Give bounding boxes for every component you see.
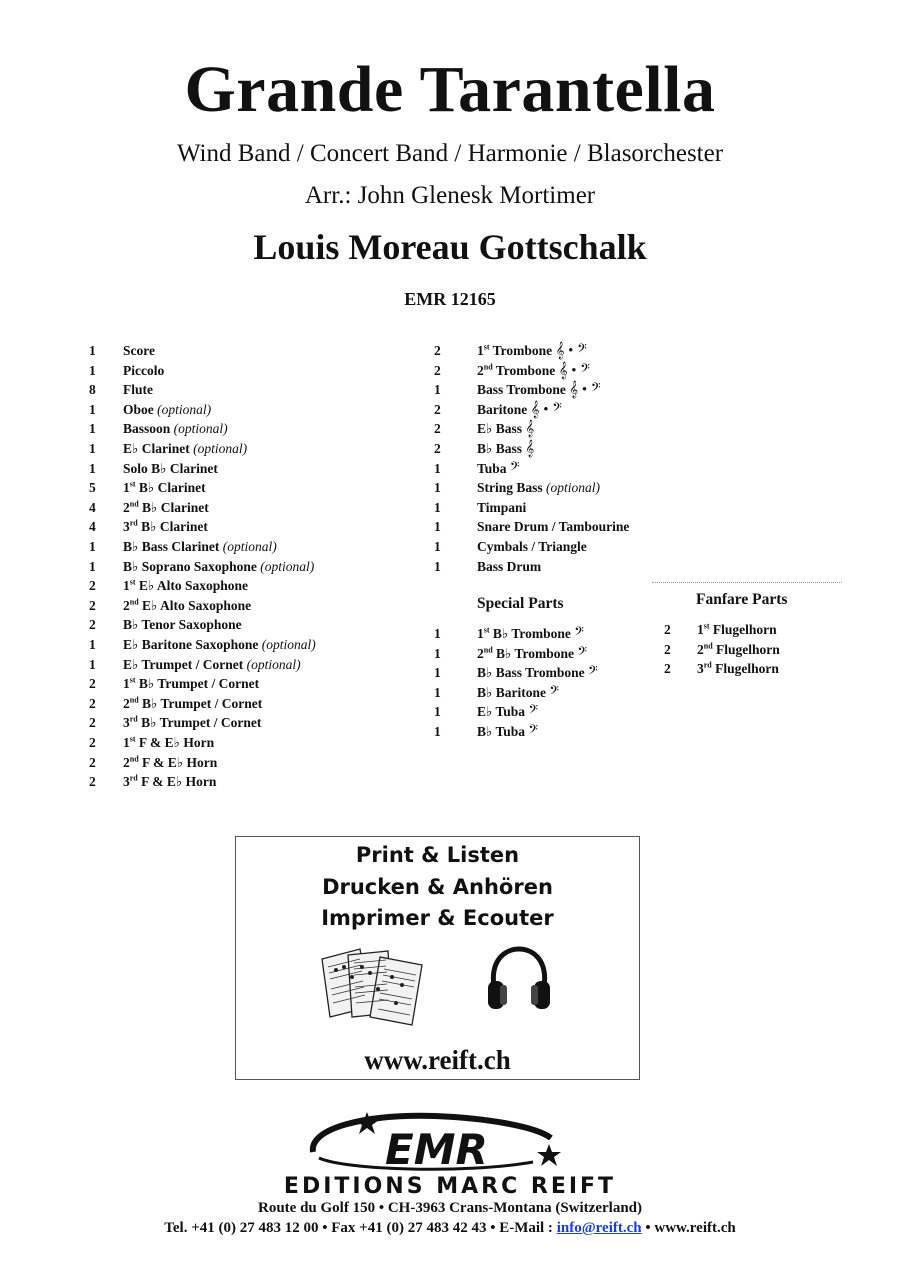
part-name <box>477 419 534 439</box>
part-label: Solo B♭ Clarinet <box>123 460 218 476</box>
part-label: E♭ Tuba <box>477 704 526 720</box>
part-ordinal: 2 <box>477 362 484 378</box>
part-ordinal: 1 <box>123 676 130 692</box>
part-label: B♭ Trumpet / Cornet <box>138 676 260 692</box>
clef-icon: 𝄢 <box>574 626 584 642</box>
clef-icon: 𝄞 <box>525 421 535 438</box>
part-quantity: 2 <box>89 578 96 594</box>
part-name <box>477 683 559 703</box>
part-ordinal-suffix: st <box>129 734 136 744</box>
part-ordinal-suffix: nd <box>483 362 493 372</box>
part-label: Bass Trombone <box>477 382 566 398</box>
clef-icon: 𝄞 • 𝄢 <box>558 362 590 379</box>
part-quantity: 2 <box>434 401 441 417</box>
part-name <box>123 772 216 791</box>
clef-icon: 𝄞 • 𝄢 <box>530 401 562 418</box>
part-quantity: 2 <box>89 695 96 711</box>
part-ordinal: 3 <box>123 519 130 535</box>
part-name <box>477 557 541 576</box>
clef-icon: 𝄢 <box>509 460 520 477</box>
part-ordinal-suffix: st <box>129 577 136 587</box>
part-name <box>477 478 600 497</box>
part-name <box>477 663 598 683</box>
part-label: Flugelhorn <box>715 661 779 677</box>
part-label: B♭ Trumpet / Cornet <box>142 695 263 711</box>
part-ordinal: 2 <box>123 695 130 711</box>
part-label: Piccolo <box>123 362 165 378</box>
part-quantity: 1 <box>89 343 96 358</box>
part-label: E♭ Alto Saxophone <box>138 578 249 594</box>
composer-name: Louis Moreau Gottschalk <box>253 227 647 267</box>
part-name <box>477 517 629 536</box>
part-label: B♭ Trumpet / Cornet <box>141 715 262 731</box>
part-label: B♭ Tuba <box>477 724 526 739</box>
part-label: F & E♭ Horn <box>141 774 217 790</box>
print-listen-box <box>235 836 640 1080</box>
part-name <box>123 733 214 752</box>
part-ordinal: 2 <box>697 641 704 657</box>
contact-phone-fax: Tel. +41 (0) 27 483 12 00 • Fax +41 (0) 27 483 42 43 • E-Mail : <box>164 1220 557 1236</box>
part-name <box>477 702 538 722</box>
part-label: B♭ Trombone <box>496 645 575 661</box>
part-name <box>123 380 153 399</box>
optional-note: (optional) <box>173 421 228 437</box>
part-label: B♭ Bass <box>477 441 523 456</box>
part-ordinal: 1 <box>697 622 704 637</box>
part-label: Oboe <box>123 401 154 417</box>
promo-line-fr: Imprimer & Ecouter <box>321 906 554 930</box>
part-label: B♭ Clarinet <box>141 519 208 535</box>
part-quantity: 1 <box>89 656 96 672</box>
part-quantity: 1 <box>89 558 96 574</box>
optional-note: (optional) <box>261 637 316 652</box>
part-name <box>477 498 526 517</box>
special-parts-heading: Special Parts <box>477 595 564 612</box>
part-ordinal-suffix: nd <box>129 754 139 764</box>
part-label: F & E♭ Horn <box>138 735 215 750</box>
part-ordinal: 1 <box>477 343 484 358</box>
contact-website[interactable]: • www.reift.ch <box>641 1220 736 1236</box>
part-quantity: 2 <box>664 622 671 637</box>
emr-logo <box>305 1108 565 1178</box>
part-label: B♭ Bass Trombone <box>477 665 585 681</box>
emr-logo-text: EMR <box>385 1125 488 1174</box>
part-name <box>123 713 261 732</box>
part-name <box>123 674 259 693</box>
email-link[interactable]: info@reift.ch <box>556 1220 642 1236</box>
divider <box>652 582 842 583</box>
clef-icon: 𝄢 <box>588 665 598 682</box>
part-name <box>477 400 562 420</box>
part-label: Cymbals / Triangle <box>477 539 587 554</box>
part-ordinal: 3 <box>697 661 704 677</box>
part-ordinal-suffix: rd <box>129 714 138 724</box>
part-ordinal: 2 <box>123 499 130 515</box>
part-name <box>477 341 587 361</box>
part-name <box>477 361 590 381</box>
part-quantity: 5 <box>89 480 96 496</box>
part-name <box>123 557 314 576</box>
clef-icon: 𝄞 <box>525 441 535 457</box>
part-name <box>123 400 211 419</box>
part-quantity: 1 <box>89 421 96 437</box>
part-ordinal: 1 <box>123 578 130 594</box>
part-name <box>123 753 217 772</box>
part-ordinal: 1 <box>123 480 130 496</box>
optional-note: (optional) <box>246 656 301 672</box>
part-label: Trombone <box>492 343 553 358</box>
part-name <box>477 722 538 742</box>
part-name <box>697 640 780 659</box>
part-quantity: 1 <box>434 499 441 515</box>
part-quantity: 4 <box>89 499 96 515</box>
part-label: E♭ Bass <box>477 421 523 437</box>
optional-note: (optional) <box>157 401 212 417</box>
part-ordinal-suffix: nd <box>703 641 713 651</box>
part-ordinal-suffix: nd <box>129 597 139 607</box>
part-label: Bass Drum <box>477 558 542 574</box>
part-quantity: 2 <box>664 641 671 657</box>
part-ordinal: 2 <box>123 597 130 613</box>
part-ordinal: 2 <box>123 754 130 770</box>
part-name <box>477 624 584 644</box>
part-quantity: 2 <box>89 715 96 731</box>
part-quantity: 1 <box>434 684 441 700</box>
part-label: F & E♭ Horn <box>142 754 218 770</box>
part-label: E♭ Clarinet <box>123 441 190 456</box>
clef-icon: 𝄢 <box>549 684 560 701</box>
part-ordinal: 3 <box>123 774 130 790</box>
part-name <box>477 380 601 400</box>
promo-line-en: Print & Listen <box>355 843 520 867</box>
part-label: Bassoon <box>123 421 171 437</box>
part-ordinal-suffix: st <box>129 479 136 489</box>
optional-note: (optional) <box>546 480 601 496</box>
arranger-credit: Arr.: John Glenesk Mortimer <box>304 182 596 209</box>
part-name <box>123 576 248 595</box>
part-quantity: 1 <box>434 626 441 641</box>
part-quantity: 2 <box>434 441 441 456</box>
part-quantity: 1 <box>434 519 441 535</box>
part-name <box>477 537 587 556</box>
part-label: B♭ Bass Clarinet <box>123 539 220 554</box>
optional-note: (optional) <box>260 558 315 574</box>
part-label: Snare Drum / Tambourine <box>477 519 630 535</box>
part-quantity: 1 <box>434 539 441 554</box>
part-quantity: 1 <box>434 645 441 661</box>
part-name <box>123 478 206 497</box>
part-name <box>123 517 208 536</box>
part-quantity: 2 <box>664 661 671 677</box>
part-quantity: 2 <box>89 754 96 770</box>
part-label: Baritone <box>477 401 528 417</box>
clef-icon: 𝄞 • 𝄢 <box>555 343 587 359</box>
part-ordinal: 1 <box>123 735 130 750</box>
part-quantity: 2 <box>434 362 441 378</box>
part-quantity: 1 <box>434 558 441 574</box>
part-label: String Bass <box>477 480 543 496</box>
part-quantity: 1 <box>89 460 96 476</box>
part-quantity: 2 <box>89 676 96 692</box>
optional-note: (optional) <box>222 539 277 554</box>
part-quantity: 2 <box>434 343 441 358</box>
page-title: Grande Tarantella <box>184 53 716 126</box>
part-quantity: 1 <box>89 362 96 378</box>
clef-icon: 𝄢 <box>577 645 588 662</box>
part-name <box>123 635 316 654</box>
part-name <box>477 644 587 664</box>
part-name <box>123 419 228 438</box>
part-ordinal-suffix: st <box>483 342 490 352</box>
promo-line-de: Drucken & Anhören <box>322 875 553 899</box>
part-label: B♭ Tenor Saxophone <box>123 617 242 633</box>
part-quantity: 2 <box>89 597 96 613</box>
part-quantity: 1 <box>434 724 441 739</box>
clef-icon: 𝄞 • 𝄢 <box>569 382 601 399</box>
publisher-contact <box>0 1220 900 1237</box>
clef-icon: 𝄢 <box>528 704 539 721</box>
part-name <box>123 615 242 634</box>
fanfare-parts-heading: Fanfare Parts <box>696 591 788 608</box>
part-quantity: 2 <box>89 735 96 750</box>
part-label: B♭ Trombone <box>492 626 571 641</box>
part-ordinal: 1 <box>477 626 484 641</box>
publisher-address: Route du Golf 150 • CH-3963 Crans-Montana (Switzerland) <box>258 1200 642 1216</box>
part-quantity: 1 <box>89 539 96 554</box>
part-name <box>123 537 277 556</box>
part-label: B♭ Soprano Saxophone <box>123 558 257 574</box>
part-label: E♭ Baritone Saxophone <box>123 637 259 652</box>
part-quantity: 1 <box>89 401 96 417</box>
ensemble-subtitle: Wind Band / Concert Band / Harmonie / Blasorchester <box>176 140 724 167</box>
part-name <box>697 620 777 639</box>
part-ordinal-suffix: st <box>703 621 710 631</box>
part-label: Flugelhorn <box>712 622 777 637</box>
part-quantity: 1 <box>434 382 441 398</box>
part-name <box>123 596 251 615</box>
optional-note: (optional) <box>193 441 248 456</box>
part-name <box>123 498 209 517</box>
part-ordinal-suffix: rd <box>129 773 138 783</box>
part-name <box>477 459 520 479</box>
part-quantity: 1 <box>89 637 96 652</box>
part-quantity: 1 <box>434 665 441 681</box>
website-link[interactable]: www.reift.ch <box>364 1045 511 1075</box>
part-label: E♭ Trumpet / Cornet <box>123 656 244 672</box>
part-name <box>123 459 218 478</box>
part-ordinal-suffix: st <box>129 675 136 685</box>
part-quantity: 1 <box>434 480 441 496</box>
sheet-music-icon <box>318 945 430 1027</box>
part-ordinal-suffix: nd <box>129 695 139 705</box>
part-ordinal-suffix: st <box>483 625 490 635</box>
part-ordinal-suffix: rd <box>703 660 712 670</box>
part-label: B♭ Baritone <box>477 684 546 700</box>
part-name <box>697 659 779 678</box>
part-quantity: 1 <box>434 460 441 476</box>
part-ordinal-suffix: nd <box>129 499 139 509</box>
part-label: Tuba <box>477 460 507 476</box>
part-quantity: 4 <box>89 519 96 535</box>
part-quantity: 1 <box>434 704 441 720</box>
part-quantity: 2 <box>89 774 96 790</box>
part-name <box>123 341 155 360</box>
part-label: Flugelhorn <box>716 641 780 657</box>
part-quantity: 2 <box>434 421 441 437</box>
part-quantity: 2 <box>89 617 96 633</box>
publisher-name: EDITIONS MARC REIFT <box>283 1174 617 1199</box>
part-quantity: 8 <box>89 382 96 398</box>
part-quantity: 1 <box>89 441 96 456</box>
part-label: Score <box>123 343 155 358</box>
part-label: E♭ Alto Saxophone <box>142 597 252 613</box>
part-name <box>123 694 262 713</box>
part-label: Flute <box>123 382 153 398</box>
part-label: B♭ Clarinet <box>142 499 209 515</box>
part-name <box>477 439 534 459</box>
catalog-number: EMR 12165 <box>404 289 496 309</box>
part-name <box>123 439 247 458</box>
headphones-icon <box>486 945 552 1015</box>
part-name <box>123 655 301 674</box>
part-label: B♭ Clarinet <box>138 480 206 496</box>
part-label: Timpani <box>477 499 527 515</box>
part-label: Trombone <box>495 362 556 378</box>
part-ordinal-suffix: nd <box>483 645 493 655</box>
clef-icon: 𝄢 <box>528 724 539 740</box>
part-name <box>123 361 164 380</box>
part-ordinal: 3 <box>123 715 130 731</box>
part-ordinal-suffix: rd <box>129 518 138 528</box>
part-ordinal: 2 <box>477 645 484 661</box>
